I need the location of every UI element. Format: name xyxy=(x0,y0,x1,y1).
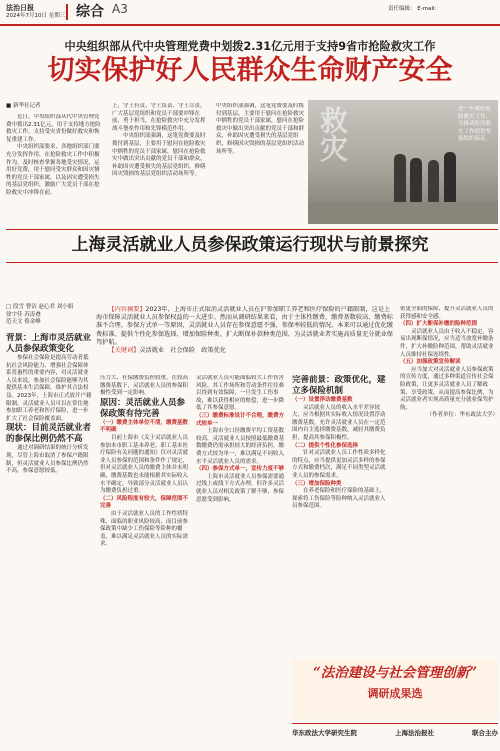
paragraph: 中央组织部强调，这笔党费要及时拨付到基层，主要用于慰问在抢险救灾中牺牲的党员干部家属，慰问在抢险救灾中做出突出贡献的党员干部和群众，补助因灾遭受损失的基层党组织，修缮因灾毁损的基层党组织活动场所等。 xyxy=(112,133,206,178)
paragraph: 灵活就业人员的收入水平差异较大，应当根据其实际收入情况设置浮动缴费基数，允许灵活就业人员在一定范围内自主选择缴费基数，减轻其缴费负担，提高其参保积极性。 xyxy=(292,404,386,441)
sponsor-org: 华东政法大学研究生院 xyxy=(292,729,357,737)
masthead xyxy=(0,0,500,30)
paragraph: 目前上海市《关于灵活就业人员参加本市职工基本养老、职工基本医疗保险有关问题的通知》仅对灵活就业人员参保的范围和条件作了规定，但对灵活就业人员的缴费主体并未明确，缴费基数也未能根据其实际收入水平确定，导致部分灵活就业人员认为缴费负担过重。 xyxy=(100,434,188,495)
abstract-body: 2023年，上海市正式取消灵活就业人员在沪参加职工养老和医疗保险的户籍限制，这是上海市保障灵活就业人员参保权益的一大进步。然而从调研结果来看，由于主体性缴费、缴费基数较高、缴费标准不合理、参保方式单一等原因，灵活就业人员存在参保意愿不强、参保率较低的情况。本来可以通过优化缴费标准、提供个性化参保选择、增加保险种类、扩大断保补款种类范围、为灵活就业者实施高质量充分就业保驾护航。 xyxy=(96,306,393,346)
paragraph: 中央组织部要求，各地组织部门要充分发挥作用，在抢险救灾工作中积极作为，及时核查掌握各地受灾情况，运用好党费，用于慰问受灾群众和因灾牺牲的党员干部家属，以及因灾遭受损失的基层党组织，激励广大党员干部在抢险救灾中冲锋在前。 xyxy=(6,144,100,196)
photo-figure xyxy=(428,160,439,202)
photo-figure xyxy=(394,154,406,202)
section-heading: 完善前景：政策优化，建立多保险机制 xyxy=(292,375,386,396)
subheading: （三）增加保险种类 xyxy=(292,480,342,487)
banner-title: “法治建设与社会管理创新” xyxy=(312,665,478,681)
story2-column-5 xyxy=(400,306,498,654)
photo-caption-mark: 救灾 xyxy=(316,106,349,162)
footnote: （作者单位：华东政法大学） xyxy=(426,412,498,419)
subheading: （三）缴费标准设计不合理，缴费方式较单一 xyxy=(196,412,284,427)
footer-rule xyxy=(292,723,498,724)
page-number: A3 xyxy=(112,2,128,16)
headline2-title: 上海灵活就业人员参保政策运行现状与前景探究 xyxy=(71,235,429,255)
story1-photo xyxy=(308,100,498,224)
subheading: （一）缴费主体单位不清，缴费基数不明确 xyxy=(100,419,188,434)
subheading: （二）风险程度有较大，保障范围不完善 xyxy=(100,495,188,510)
story1-column-2 xyxy=(112,103,210,226)
keywords xyxy=(96,347,394,355)
series-banner xyxy=(292,659,498,719)
caption-text: 进一步做好抢险救灾工作，为推动防汛救灾工作提供坚强组织保证。 xyxy=(458,106,492,143)
paragraph: 应当加大对灵活就业人员参保政策的宣传力度，通过多种渠道宣传社会保险政策，让更多灵活就业人员了解政策、享受政策，从而提高参保比例，为灵活就业者实现高质量充分就业保驾护航。 xyxy=(400,366,494,411)
subheading: （四）扩大断保补缴的险种范围 xyxy=(400,321,478,328)
keywords-label: 【关键词】 xyxy=(108,347,140,355)
editor-label: 责任编辑： xyxy=(388,6,416,12)
headline1-kicker: 中央组织部从代中央管理党费中划拨2.31亿元用于支持9省市抢险救灾工作 xyxy=(64,40,436,53)
paragraph: 压力大、社保缴费负担较重，在较高缴费基数下，灵活就业人员的参保积极性受到一定影响。 xyxy=(100,375,188,397)
story1-byline: ■ 新华社记者 xyxy=(6,103,41,109)
paragraph: 上海市全口径缴费平均工资基数较高，灵活就业人员按照最低缴费基数缴费仍需承担较大的经济负担，缴费方式较为单一，难以满足不同收入水平灵活就业人员的需求。 xyxy=(196,428,284,465)
paragraph: 针对灵活就业人员工作性质多样化的特点，应当提供更加灵活多样的参保方式和缴费档次，满足不同类型灵活就业人员的参保需求。 xyxy=(292,450,386,479)
paragraph: 近日，中央组织部从代中央管理党费中拨出2.31亿元，用于支持地方抢险救灾工作，支持受灾省份做好救灾和恢复重建工作。 xyxy=(6,114,101,143)
email-label: E-mail: xyxy=(417,6,437,12)
section-heading: 背景：上海市灵活就业人员参保政策变化 xyxy=(6,333,92,354)
paragraph: 灵活就业人员可能面临较大工作伤害风险，其工作场所和劳动条件往往难以得到有效保障，一旦发生工伤事故，难以获得相应的赔偿，进一步降低了其参保意愿。 xyxy=(196,375,284,412)
abstract-label: 【内容摘要】 xyxy=(108,306,146,313)
paragraph: 通过对调研结果的统计分析发现，尽管上海市取消了参保户籍限制，但灵活就业人员参保比例仍然不高，参保意愿较低。 xyxy=(6,445,89,475)
paragraph: 上，守土有责、守土负责、守土尽责，广大基层党组织和党员干部要冲锋在前，勇于担当，在抢险救灾中充分发挥战斗堡垒作用和先锋模范作用。 xyxy=(112,103,206,132)
paragraph: 依更全面的保障，提升灵活就业人员的获得感和安全感。 xyxy=(400,306,494,320)
author-line: 徐宇佳 苏涛叠 xyxy=(6,311,41,318)
subheading: （五）加强政策宣传解读 xyxy=(400,359,461,366)
headline1-title: 切实保护好人民群众生命财产安全 xyxy=(47,55,453,86)
story2-column-2 xyxy=(100,375,188,733)
paragraph: 上海市灵活就业人员参保需要通过线上或线下方式办理，但许多灵活就业人员对相关政策了解不够，参保意愿受到影响。 xyxy=(196,473,284,503)
paper-name: 法治日报 xyxy=(6,3,34,12)
paragraph: 中央组织部强调，这笔党费要及时拨付到基层，主要用于慰问在抢险救灾中牺牲的党员干部家属，慰问在抢险救灾中做出突出贡献的党员干部和群众，补助因灾遭受损失的基层党组织，修缮因灾毁损的基层党组织活动场所等。 xyxy=(216,103,304,155)
header-divider xyxy=(66,4,68,20)
keywords-body: 灵活就业 社会保险 政策优化 xyxy=(139,347,226,355)
banner-subtitle: 调研成果选 xyxy=(367,687,423,700)
author-line: 范天文 蔡金峰 xyxy=(6,319,41,326)
photo-figure xyxy=(444,152,456,202)
masthead-rule xyxy=(0,24,500,26)
section-heading: 原因：灵活就业人员参保政策有待完善 xyxy=(100,397,186,419)
section-heading: 现状：目前灵活就业者的参保比例仍然不高 xyxy=(6,423,92,445)
story1-column-3 xyxy=(216,103,304,226)
sponsor-org: 上海法治报社 xyxy=(395,729,434,737)
story2-column-3 xyxy=(196,375,284,733)
paragraph: 灵活就业人员由于收入不稳定，容易出现断保情况，应当适当放宽补缴条件，扩大补缴险种范围，帮助灵活就业人员维持社保连续性。 xyxy=(400,328,494,358)
abstract-block xyxy=(96,306,394,368)
story2-authors xyxy=(6,304,96,327)
subheading: （二）提供个性化参保选择 xyxy=(292,442,359,449)
issue-date: 2024年7月10日 星期三 xyxy=(6,13,66,19)
sponsor-org: 联合主办 xyxy=(472,729,498,737)
section-title: 综合 xyxy=(76,4,104,20)
abstract-text xyxy=(96,306,394,347)
paragraph: 在养老保险和医疗保险的基础上，探索将工伤保险等险种纳入灵活就业人员参保范围。 xyxy=(292,488,386,510)
footer-sponsors xyxy=(292,729,498,738)
paragraph: 参保社会保险是提高劳动者抵抗社会风险能力、增强社会保障体系普惠性的重要内容，对灵活就业人员来说，参加社会保险能够为其提供基本生活保障，维护其合法权益。2023年，上海市正式放开户籍限制，灵活就业人员可以在常住地参加职工养老和医疗保险，进一步扩大了社会保险覆盖面。 xyxy=(6,355,92,422)
subheading: （一）设置浮动缴费基数 xyxy=(292,397,353,403)
photo-caption xyxy=(458,106,496,218)
author-line: □ 段雪 曹洁 赵心君 刘小娟 xyxy=(6,304,74,310)
editor-info xyxy=(388,6,498,14)
story2-column-4 xyxy=(292,375,390,653)
story2-column-1 xyxy=(6,333,92,733)
section-rule xyxy=(6,229,498,230)
section-rule xyxy=(6,262,498,263)
paragraph: 由于灵活就业人员的工作性质特殊，面临的职业风险较高，而目前参保政策中缺少工伤保险等险种的覆盖，难以满足灵活就业人员的实际需求。 xyxy=(100,510,188,548)
story1-column-1 xyxy=(6,114,104,226)
photo-figure xyxy=(410,158,422,202)
subheading: （四）参保方式单一，宣传力度不够 xyxy=(196,466,284,473)
